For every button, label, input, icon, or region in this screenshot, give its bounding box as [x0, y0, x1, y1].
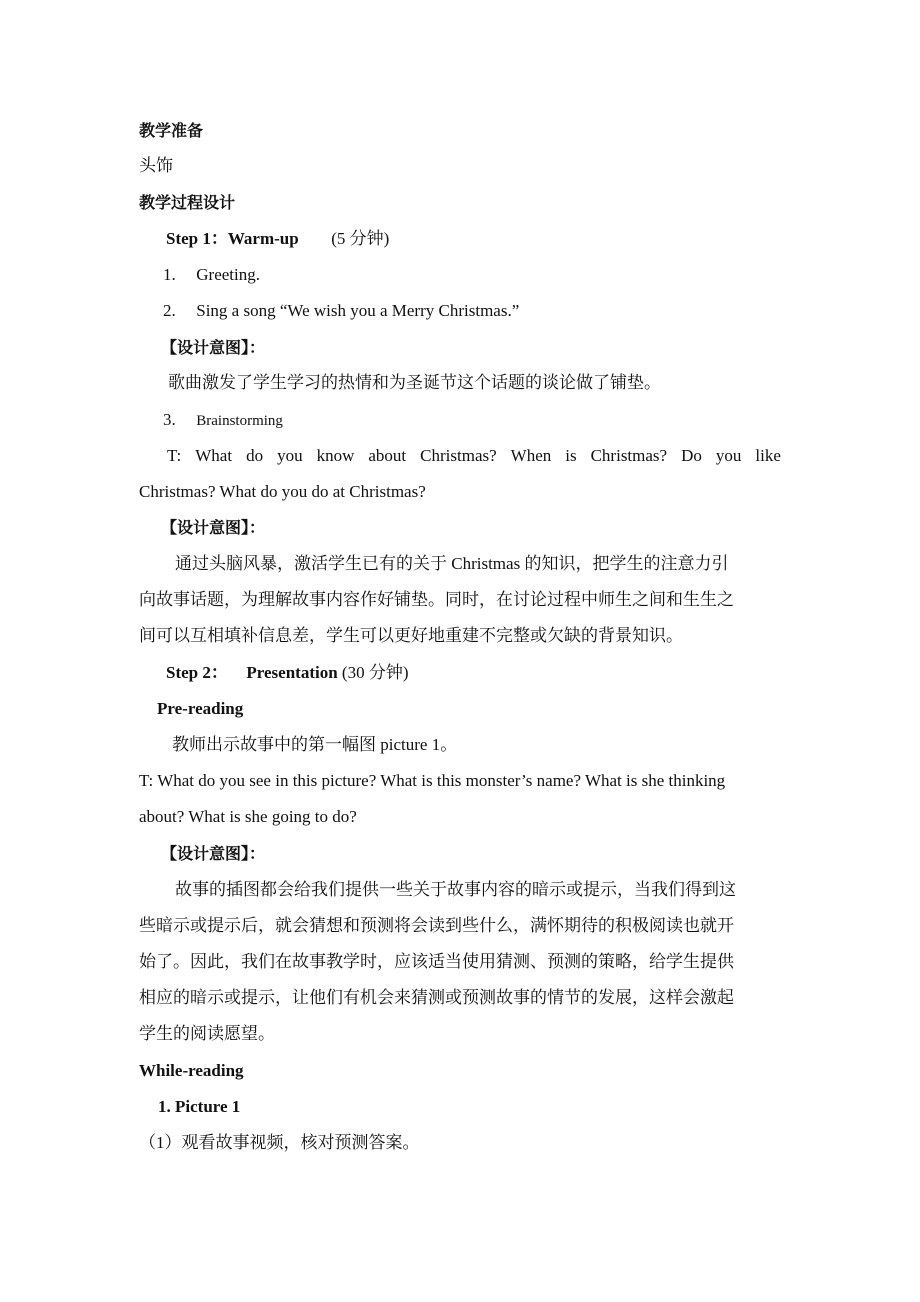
design-intent-heading: 【设计意图】： — [161, 844, 266, 863]
design-intent-text-line: 间可以互相填补信息差，学生可以更好地重建不完整或欠缺的背景知识。 — [139, 626, 683, 645]
design-intent-text-line: 故事的插图都会给我们提供一些关于故事内容的暗示或提示，当我们得到这 — [175, 880, 736, 899]
list-item — [163, 409, 283, 432]
while-reading-heading: While-reading — [139, 1061, 244, 1080]
design-intent-heading: 【设计意图】： — [161, 518, 266, 537]
list-item-number: 3. — [163, 410, 176, 429]
design-intent-text-line: 通过头脑风暴，激活学生已有的关于 Christmas 的知识，把学生的注意力引 — [175, 554, 729, 573]
step2-title: Presentation — [246, 663, 338, 682]
word: about — [368, 446, 407, 465]
design-intent-text-line: 些暗示或提示后，就会猜想和预测将会读到些什么，满怀期待的积极阅读也就开 — [139, 916, 734, 935]
list-item-number: 2. — [163, 301, 176, 320]
word: do — [246, 446, 264, 465]
design-intent-text-line: 向故事话题，为理解故事内容作好铺垫。同时，在讨论过程中师生之间和生生之 — [139, 590, 734, 609]
step2-duration: (30 分钟) — [341, 663, 409, 682]
design-intent-text-line: 始了。因此，我们在故事教学时，应该适当使用猜测、预测的策略，给学生提供 — [139, 952, 734, 971]
list-item — [163, 300, 519, 322]
list-item — [163, 264, 260, 286]
step2-label: Step 2： — [166, 663, 228, 682]
teacher-question-line-2: Christmas? What do you do at Christmas? — [139, 482, 426, 501]
word: is — [565, 446, 577, 465]
teaching-prep-item: 头饰 — [139, 156, 173, 175]
word: When — [510, 446, 552, 465]
word: know — [316, 446, 355, 465]
step2-heading — [166, 662, 409, 684]
word: T: — [167, 446, 182, 465]
list-item-text: Greeting. — [196, 265, 260, 284]
step1-heading — [166, 228, 389, 250]
list-item-number: 1. — [163, 265, 176, 284]
step1-label: Step 1：Warm-up — [166, 229, 299, 248]
list-item-text: Sing a song “We wish you a Merry Christmas.” — [196, 301, 520, 320]
word: Do — [681, 446, 702, 465]
list-item-text: Brainstorming — [196, 413, 283, 429]
teaching-process-heading: 教学过程设计 — [139, 193, 236, 212]
word: What — [195, 446, 233, 465]
word: like — [755, 446, 781, 465]
design-intent-text: 歌曲激发了学生学习的热情和为圣诞节这个话题的谈论做了铺垫。 — [168, 373, 661, 392]
teaching-prep-heading: 教学准备 — [139, 121, 204, 140]
pre-reading-text: 教师出示故事中的第一幅图 picture 1。 — [172, 735, 458, 754]
design-intent-text-line: 学生的阅读愿望。 — [139, 1024, 275, 1043]
step1-duration: (5 分钟) — [331, 229, 390, 248]
design-intent-text-line: 相应的暗示或提示，让他们有机会来猜测或预测故事的情节的发展，这样会激起 — [139, 988, 734, 1007]
picture1-heading: 1. Picture 1 — [158, 1097, 241, 1116]
word: Christmas? — [420, 446, 497, 465]
word: you — [277, 446, 303, 465]
pre-reading-heading: Pre-reading — [157, 699, 244, 718]
teacher-question-line-1: T: What do you see in this picture? What is this monster’s name? What is she thinking — [139, 771, 726, 790]
word: Christmas? — [590, 446, 668, 465]
teacher-question-line-2: about? What is she going to do? — [139, 807, 357, 826]
teacher-question-line-1 — [167, 445, 781, 467]
design-intent-heading: 【设计意图】： — [161, 338, 266, 357]
word: you — [715, 446, 742, 465]
picture1-item: （1）观看故事视频，核对预测答案。 — [139, 1133, 420, 1152]
